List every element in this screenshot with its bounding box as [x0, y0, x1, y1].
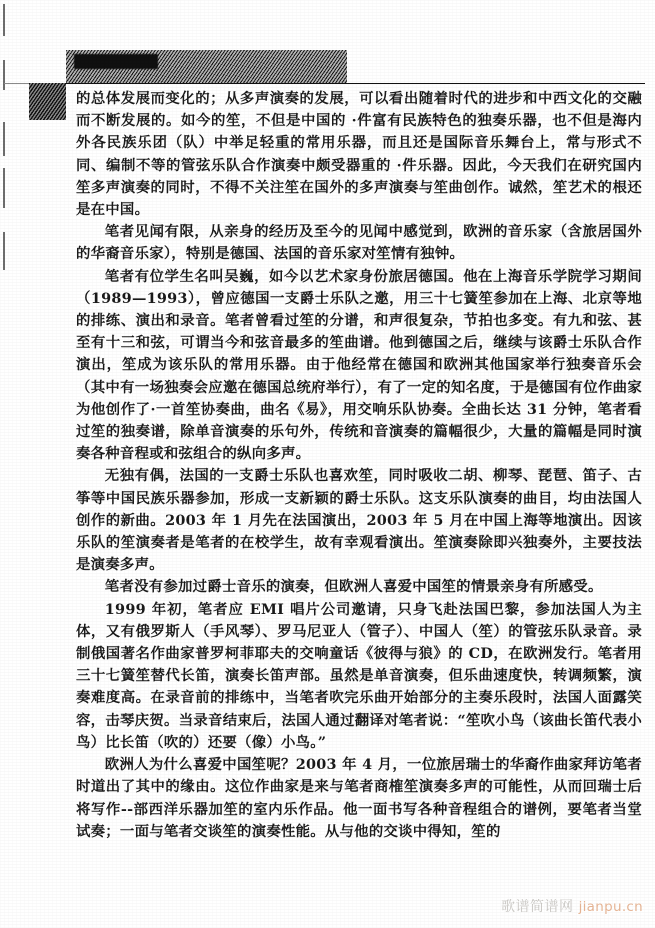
paragraph: 欧洲人为什么喜爱中国笙呢？2003 年 4 月，一位旅居瑞士的华裔作曲家拜访笔者时道出了其中的缘由。这位作曲家是来与笔者商榷笙演奏多声的可能性，从而回瑞士后将写作--部西洋乐器加笙的室内乐作品。他一面书写各种音程组合的谱例，要笔者当堂试奏；一面与笔者交谈笙的演奏性能。从与他的交谈中得知，笙的 [76, 756, 642, 840]
scan-horizontal-rule [66, 83, 645, 84]
scan-binding-mark [3, 60, 5, 90]
paragraph: 笔者没有参加过爵士音乐的演奏，但欧洲人喜爱中国笙的情景亲身有所感受。 [104, 578, 603, 596]
scan-smudge-band [66, 50, 347, 83]
paragraph: 笔者见闻有限，从亲身的经历及至今的见闻中感觉到，欧洲的音乐家（含旅居国外的华裔音乐家），特别是德国、法国的音乐家对笙情有独钟。 [76, 223, 642, 263]
site-watermark [501, 896, 643, 916]
scan-binding-mark [3, 4, 5, 36]
scan-binding-mark [3, 122, 5, 156]
paragraph: 无独有偶，法国的一支爵士乐队也喜欢笙，同时吸收二胡、柳琴、琵琶、笛子、古筝等中国民族乐器参加，形成一支新颖的爵士乐队。这支乐队演奏的曲目，均由法国人创作的新曲。2003 年 1 月先在法国演出，2003 年 5 月在中国上海等地演出。因该乐队的笙演奏者是笔者的在校学生，故有幸观看演出。笙演奏除即兴独奏外，主要技法是演奏多声。 [76, 467, 642, 574]
scan-corner-blot [29, 83, 66, 120]
watermark-url: jianpu.cn [578, 899, 643, 915]
scan-binding-mark [3, 232, 5, 270]
scan-binding-mark [3, 168, 5, 208]
paragraph: 1999 年初，笔者应 EMI 唱片公司邀请，只身飞赴法国巴黎，参加法国人为主体，又有俄罗斯人（手风琴）、罗马尼亚人（管子）、中国人（笙）的管弦乐队录音。录制俄国著名作曲家普罗柯菲耶夫的交响童话《彼得与狼》的 CD，在欧洲发行。笔者用三十七簧笙替代长笛，演奏长笛声部。虽然是单音演奏，但乐曲速度快，转调频繁，演奏难度高。在录音前的排练中，当笔者吹完乐曲开始部分的主奏乐段时，法国人面露笑容，击琴庆贺。当录音结束后，法国人通过翻译对笔者说：“笙吹小鸟（该曲长笛代表小鸟）比长笛（吹的）还要（像）小鸟。” [76, 600, 642, 751]
scan-smudge-core [74, 54, 158, 69]
document-text-column [76, 88, 642, 843]
paragraph: 笔者有位学生名叫吴巍，如今以艺术家身份旅居德国。他在上海音乐学院学习期间（1989—1993），曾应德国一支爵士乐队之邀，用三十七簧笙参加在上海、北京等地的排练、演出和录音。笔者曾看过笙的分谱，和声很复杂，节拍也多变。有九和弦、甚至有十三和弦，可谓当今和弦音最多的笙曲谱。他到德国之后，继续与该爵士乐队合作演出，笙成为该乐队的常用乐器。由于他经常在德国和欧洲其他国家举行独奏音乐会（其中有一场独奏会应邀在德国总统府举行），有了一定的知名度，于是德国有位作曲家为他创作了·一首笙协奏曲，曲名《易》，用交响乐队协奏。全曲长达 31 分钟，笔者看过笙的独奏谱，除单音演奏的乐句外，传统和音演奏的篇幅很少，大量的篇幅是同时演奏各种音程或和弦组合的纵向多声。 [76, 267, 642, 463]
paragraph: 的总体发展而变化的；从多声演奏的发展，可以看出随着时代的进步和中西文化的交融而不断发展的。如今的笙，不但是中国的 ·件富有民族特色的独奏乐器，也不但是海内外各民族乐团（队）中举足轻重的常用乐器，而且还是国际音乐舞台上，常与形式不同、编制不等的管弦乐队合作演奏中颇受器重的 ·件乐器。因此，今天我们在研究国内笙多声演奏的同时，不得不关注笙在国外的多声演奏与笙曲创作。诚然，笙艺术的根还是在中国。 [76, 90, 642, 219]
watermark-site-name: 歌谱简谱网 [501, 899, 574, 915]
